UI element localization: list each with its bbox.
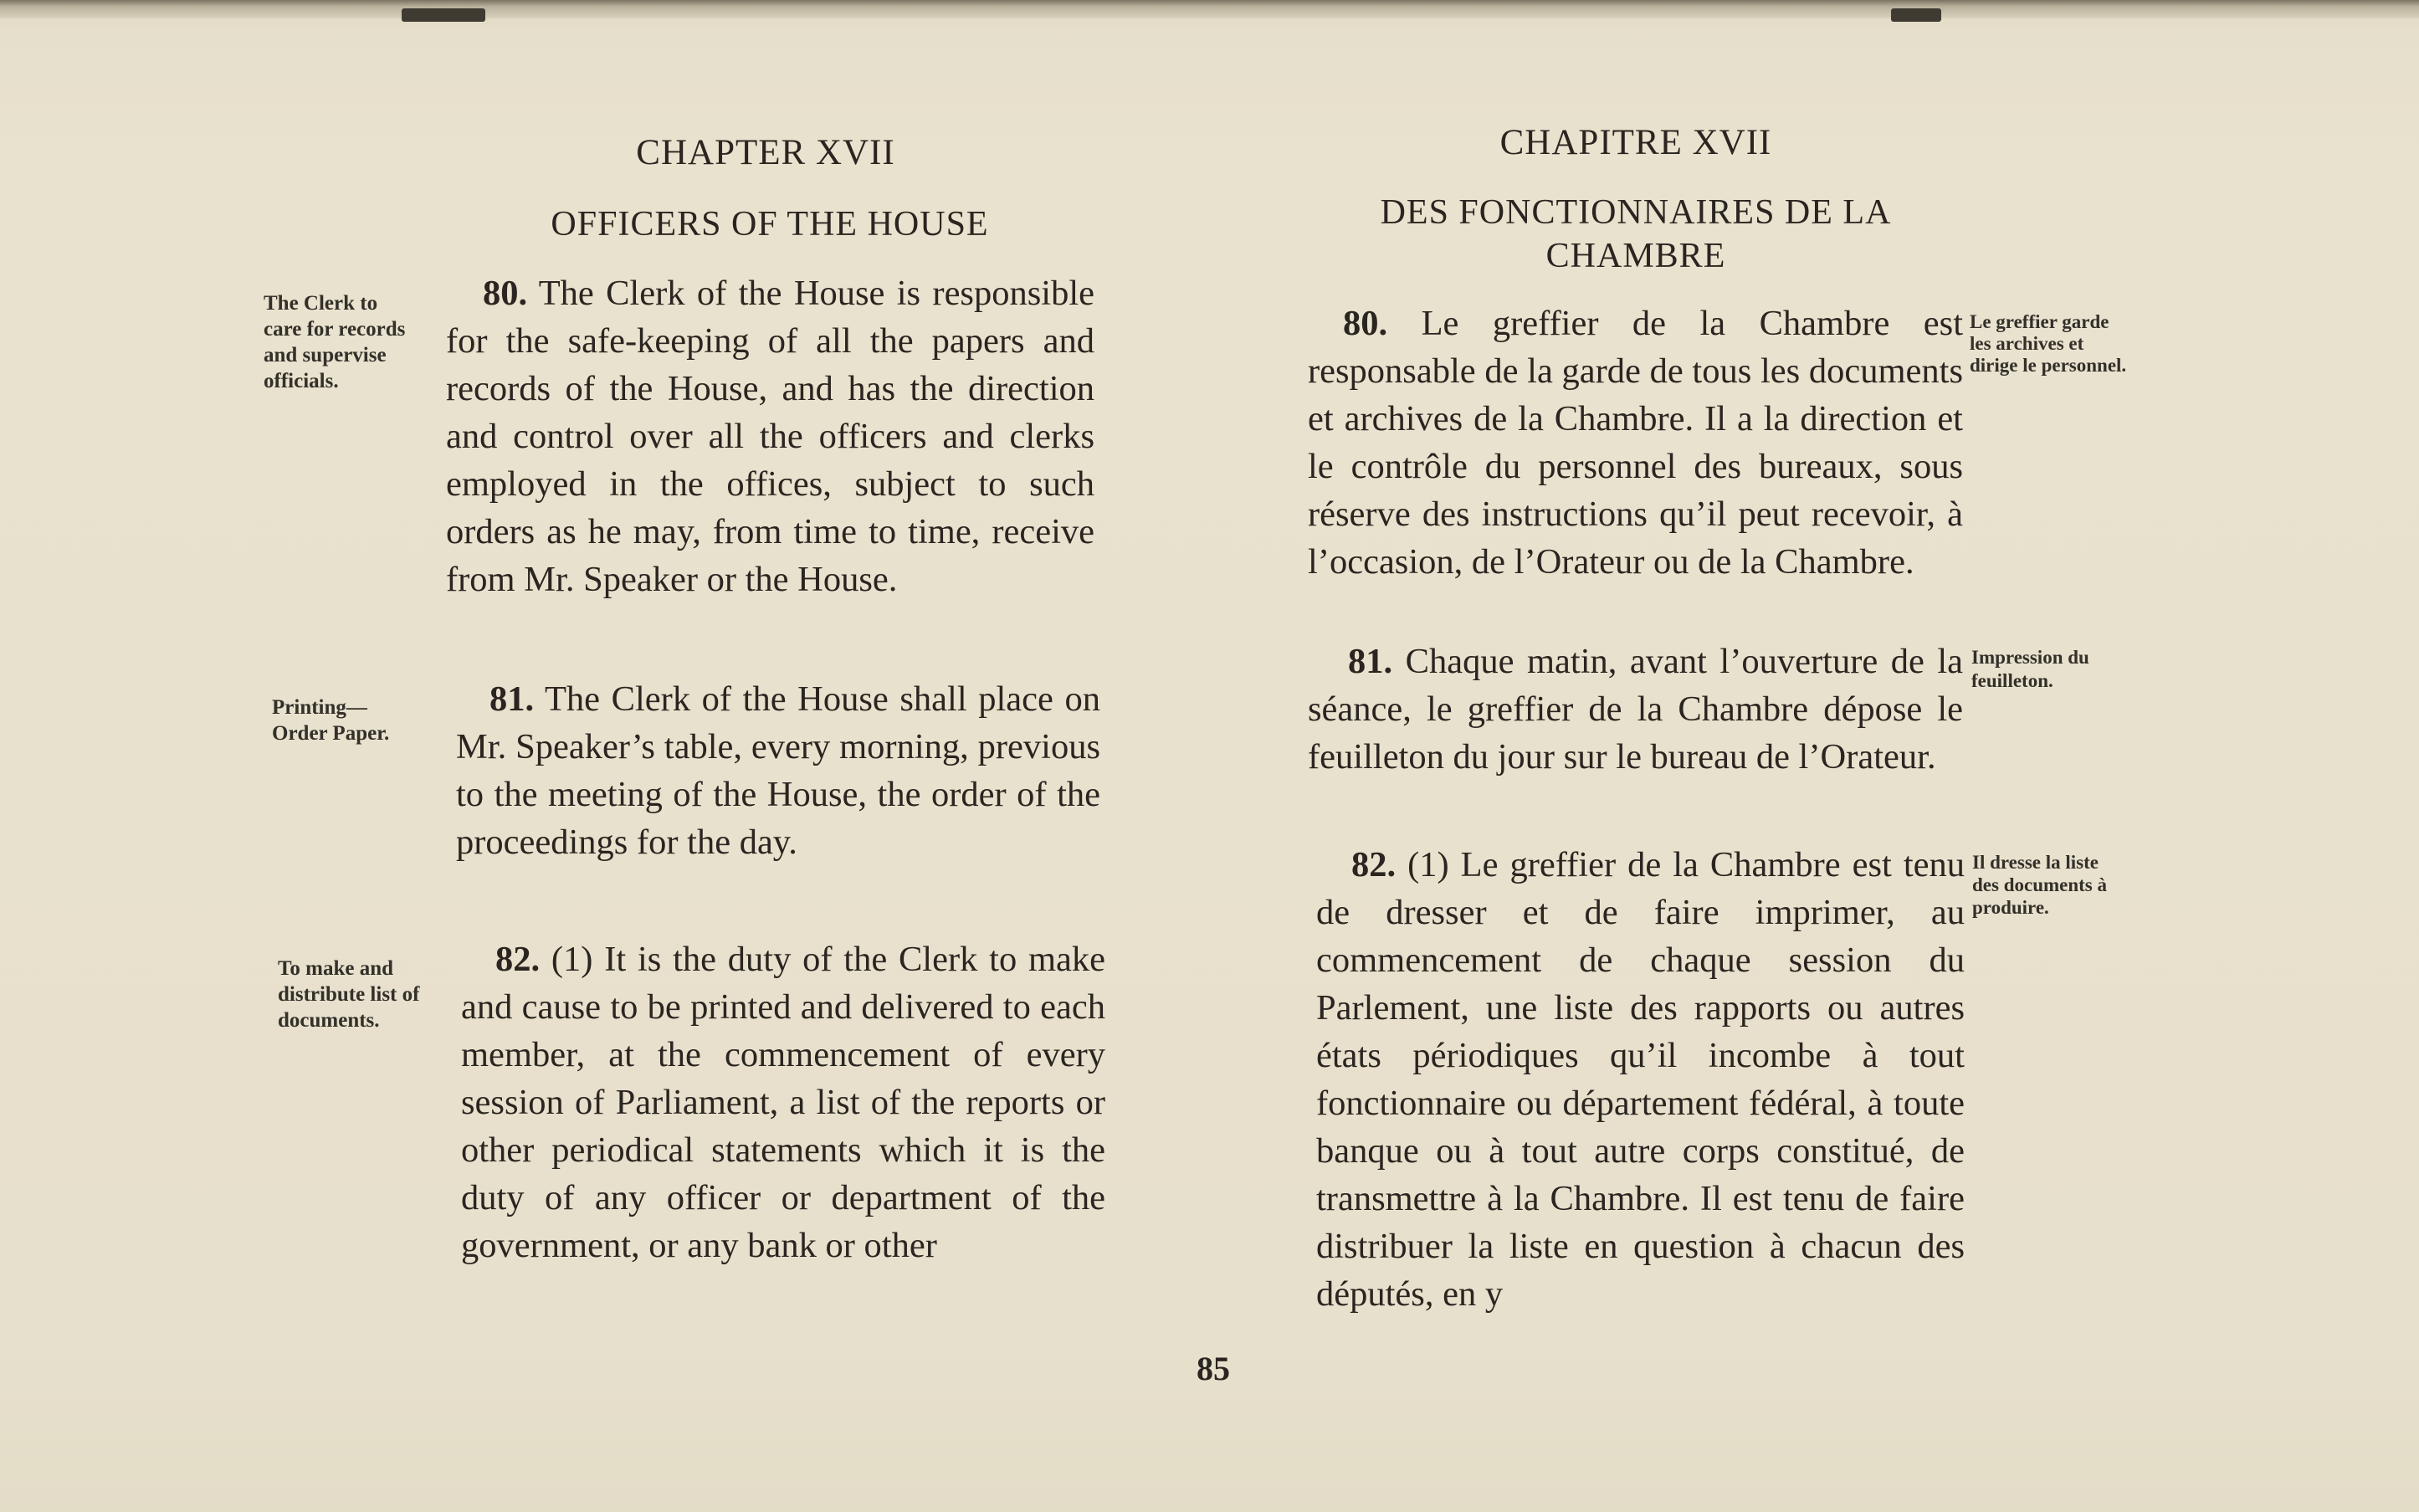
left-margin-note-80: The Clerk to care for records and supervise officials. (264, 292, 406, 392)
right-section-heading: DES FONCTIONNAIRES DE LA CHAMBRE (1380, 193, 1892, 275)
section-number: 80. (1343, 304, 1388, 343)
right-section-81 (1308, 638, 1963, 781)
binding-mark-left (402, 8, 485, 22)
left-section-81 (456, 675, 1100, 866)
section-text: The Clerk of the House shall place on Mr. Speaker’s table, every morning, previous to the meeting of the House, the order of the proceedings for the day. (456, 679, 1100, 862)
left-chapter-title: CHAPTER XVII (636, 133, 895, 172)
right-margin-note-81: Impression du feuilleton. (1971, 647, 2089, 691)
section-text: (1) It is the duty of the Clerk to make and cause to be printed and delivered to each member, at the commencement of every session of Parliament, a list of the reports or other periodical statements which it is the duty of any officer or department of the government, or any bank or other (461, 940, 1106, 1265)
right-margin-note-80: Le greffier garde les archives et dirige le personnel. (1970, 311, 2127, 376)
right-chapter-title: CHAPITRE XVII (1499, 123, 1772, 162)
left-margin-note-82: To make and distribute list of documents. (278, 957, 420, 1032)
left-section-82 (461, 935, 1105, 1269)
right-section-80 (1308, 300, 1963, 586)
section-number: 80. (483, 274, 528, 313)
right-margin-note-82: Il dresse la liste des documents à produire. (1972, 852, 2108, 918)
section-text: The Clerk of the House is responsible for the safe-keeping of all the papers and records of the House, and has the direction and control over all the officers and clerks employed in the offices, subject to such orders as he may, from time to time, receive from Mr. Speaker or the House. (446, 274, 1094, 599)
left-margin-note-81: Printing— Order Paper. (272, 696, 390, 745)
binding-mark-right (1891, 8, 1941, 22)
section-text: Le greffier de la Chambre est responsable de la garde de tous les documents et archives de la Chambre. Il a la direction et le contrôle du personnel des bureaux, sous réserve des instructions qu’il peut recevoir, à l’occasion, de l’Orateur ou de la Chambre. (1308, 304, 1964, 582)
left-section-80 (446, 269, 1094, 603)
section-number: 82. (1351, 845, 1397, 884)
section-text: Chaque matin, avant l’ouverture de la séance, le greffier de la Chambre dépose le feuilleton du jour sur le bureau de l’Orateur. (1308, 642, 1964, 777)
right-section-82 (1316, 841, 1965, 1318)
page-number: 85 (1197, 1350, 1230, 1387)
section-text: (1) Le greffier de la Chambre est tenu de dresser et de faire imprimer, au commencement de chaque session du Parlement, une liste des rapports ou autres états périodiques qu’il incombe à tout fonctionnaire ou département fédéral, à toute banque ou à tout autre corps constitué, de transmettre à la Chambre. Il est tenu de faire distribuer la liste en question à chacun des députés, en y (1316, 845, 1965, 1314)
section-number: 81. (489, 679, 535, 719)
page-top-edge (0, 0, 2419, 18)
left-section-heading: OFFICERS OF THE HOUSE (551, 205, 989, 243)
section-number: 81. (1348, 642, 1393, 681)
section-number: 82. (495, 940, 541, 979)
